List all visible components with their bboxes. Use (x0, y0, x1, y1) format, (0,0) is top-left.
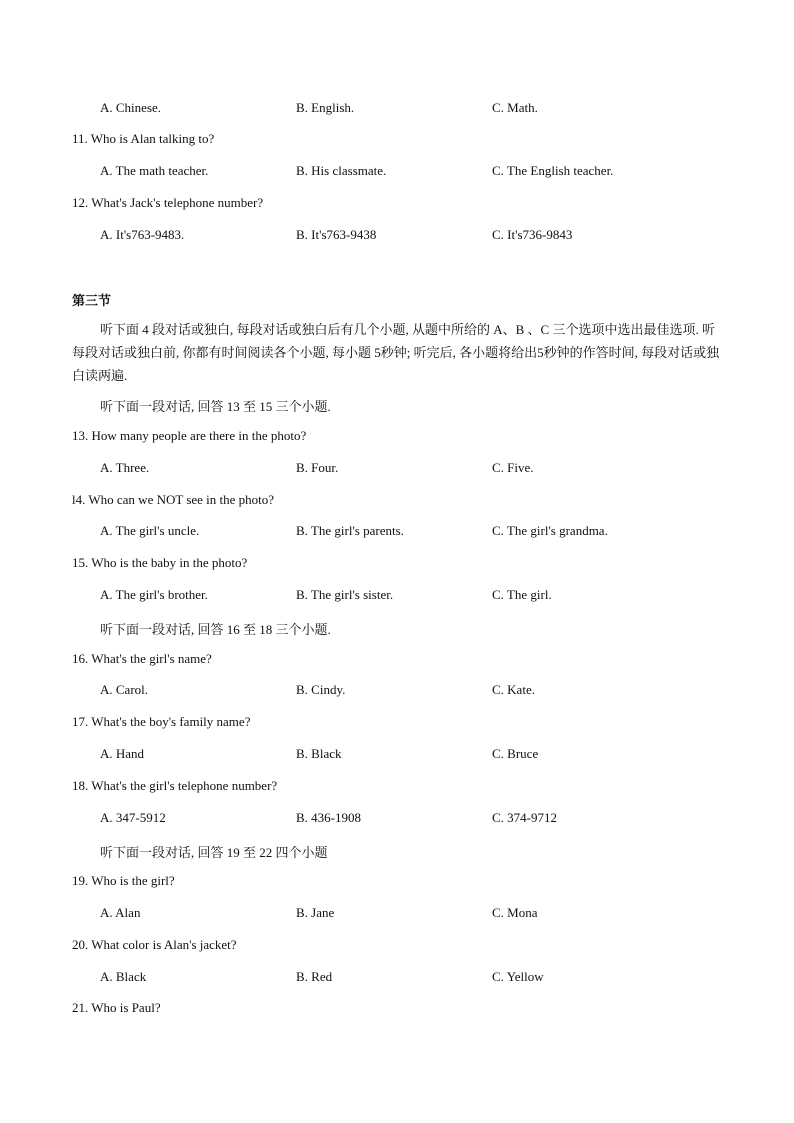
option-b: B. The girl's parents. (296, 523, 404, 538)
option-a: A. 347-5912 (100, 810, 166, 825)
section-instructions: 听下面 4 段对话或独白, 每段对话或独白后有几个小题, 从题中所给的 A、B 、C 三个选项中选出最佳选项. 听每段对话或独白前, 你都有时间阅读各个小题, 每小题 5秒钟; 听完后, 各小题将给出5秒钟的作答时间, 每段对话或独白读两遍. (72, 322, 720, 383)
option-c: C. Five. (492, 460, 534, 475)
option-c: C. Bruce (492, 746, 539, 761)
option-b: B. The girl's sister. (296, 587, 394, 602)
option-a: A. Black (100, 969, 147, 984)
option-c: C. Mona (492, 905, 538, 920)
option-a: A. The math teacher. (100, 163, 209, 178)
option-a: A. Carol. (100, 682, 149, 697)
option-a: A. The girl's brother. (100, 587, 208, 602)
question-18: 18. What's the girl's telephone number? (72, 778, 278, 793)
dialogue-intro: 听下面一段对话, 回答 16 至 18 三个小题. (100, 622, 331, 637)
option-b: B. 436-1908 (296, 810, 361, 825)
question-14: l4. Who can we NOT see in the photo? (72, 492, 275, 507)
option-b: B. It's763-9438 (296, 227, 377, 242)
option-c: C. Yellow (492, 969, 544, 984)
question-21: 21. Who is Paul? (72, 1000, 161, 1015)
question-15: 15. Who is the baby in the photo? (72, 555, 248, 570)
option-c: C. Math. (492, 100, 538, 115)
option-c: C. It's736-9843 (492, 227, 573, 242)
section-heading: 第三节 (72, 293, 112, 308)
option-a: A. The girl's uncle. (100, 523, 200, 538)
option-a: A. Chinese. (100, 100, 162, 115)
option-a: A. Alan (100, 905, 141, 920)
option-b: B. His classmate. (296, 163, 387, 178)
option-b: B. English. (296, 100, 355, 115)
question-13: 13. How many people are there in the photo? (72, 428, 307, 443)
option-b: B. Four. (296, 460, 339, 475)
dialogue-intro: 听下面一段对话, 回答 13 至 15 三个小题. (100, 399, 331, 414)
question-12: 12. What's Jack's telephone number? (72, 195, 264, 210)
option-b: B. Cindy. (296, 682, 346, 697)
question-19: 19. Who is the girl? (72, 873, 175, 888)
option-c: C. The English teacher. (492, 163, 614, 178)
option-b: B. Red (296, 969, 333, 984)
option-b: B. Jane (296, 905, 335, 920)
option-b: B. Black (296, 746, 342, 761)
question-20: 20. What color is Alan's jacket? (72, 937, 237, 952)
option-c: C. The girl. (492, 587, 552, 602)
question-17: 17. What's the boy's family name? (72, 714, 251, 729)
question-11: 11. Who is Alan talking to? (72, 131, 215, 146)
option-a: A. Hand (100, 746, 145, 761)
question-16: 16. What's the girl's name? (72, 651, 212, 666)
option-c: C. The girl's grandma. (492, 523, 608, 538)
option-a: A. Three. (100, 460, 150, 475)
option-c: C. 374-9712 (492, 810, 557, 825)
dialogue-intro: 听下面一段对话, 回答 19 至 22 四个小题 (100, 845, 328, 860)
option-a: A. It's763-9483. (100, 227, 185, 242)
option-c: C. Kate. (492, 682, 535, 697)
